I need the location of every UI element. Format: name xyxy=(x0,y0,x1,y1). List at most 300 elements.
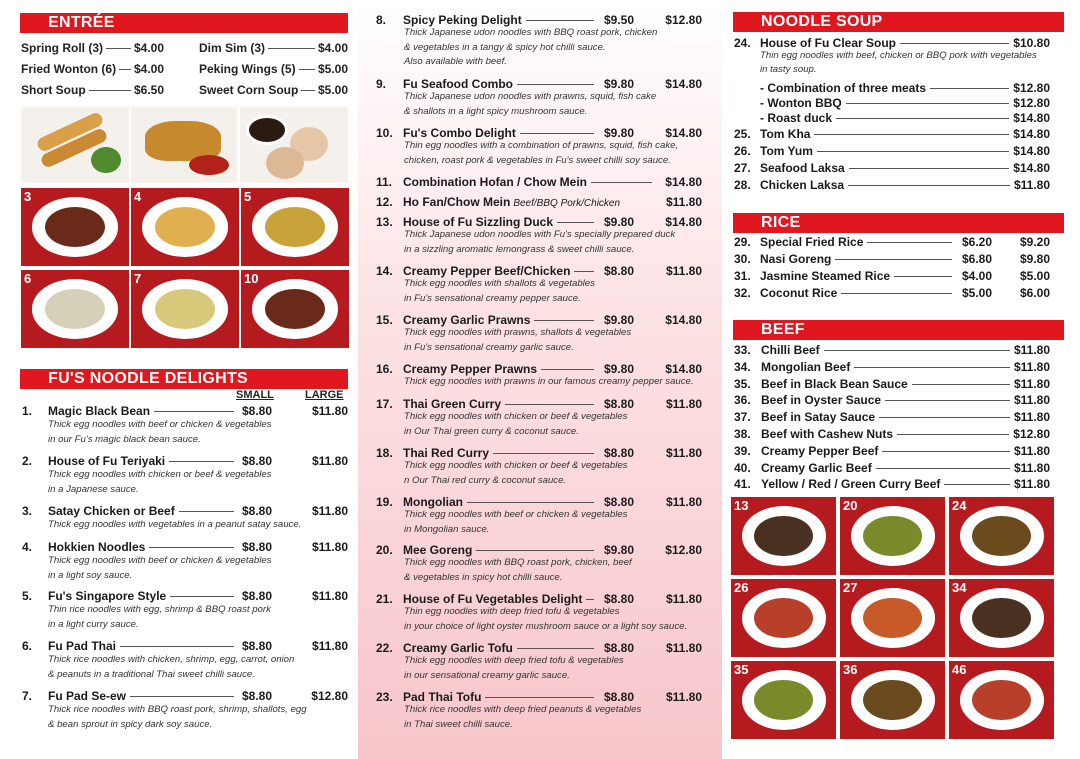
item-number: 32. xyxy=(734,286,751,300)
menu-item xyxy=(734,269,1050,283)
dot-leader xyxy=(930,88,1009,89)
menu-item xyxy=(376,264,702,278)
item-number: 1. xyxy=(22,404,33,418)
item-number: 3. xyxy=(22,504,33,518)
menu-item xyxy=(22,639,348,653)
middle-panel xyxy=(358,0,722,759)
item-name: House of Fu Teriyaki xyxy=(48,454,166,468)
large-price: $6.00 xyxy=(1019,286,1050,300)
food-shape xyxy=(863,598,922,639)
food-shape xyxy=(754,598,813,639)
small-price: $4.00 xyxy=(961,269,992,283)
entree-item xyxy=(199,62,348,76)
food-shape xyxy=(155,207,215,248)
large-price: $5.00 xyxy=(1019,269,1050,283)
item-number: 19. xyxy=(376,495,393,509)
item-name: Fu Pad Thai xyxy=(48,639,117,653)
menu-item xyxy=(22,689,348,703)
entree-item-name: Short Soup xyxy=(21,83,86,97)
large-price: $11.80 xyxy=(665,641,702,655)
item-description: in a sizzling aromatic lemongrass & sweet chilli sauce. xyxy=(404,243,635,255)
small-price: $9.80 xyxy=(603,126,634,140)
dot-leader xyxy=(130,696,234,697)
item-description: in Fu's sensational creamy pepper sauce. xyxy=(404,292,581,304)
menu-item xyxy=(734,178,1050,192)
food-shape xyxy=(863,680,922,721)
food-shape xyxy=(972,516,1031,557)
large-price: $11.80 xyxy=(665,264,702,278)
item-number: 36. xyxy=(734,393,751,408)
entree-item xyxy=(21,62,164,76)
menu-item xyxy=(376,313,702,327)
item-name: Pad Thai Tofu xyxy=(403,690,482,704)
item-price: $11.80 xyxy=(1013,393,1050,408)
item-number: 17. xyxy=(376,397,393,411)
item-number: 7. xyxy=(22,689,33,703)
item-name: Fu Pad Se-ew xyxy=(48,689,127,703)
item-description: Thick egg noodles with prawns in our famous creamy pepper sauce. xyxy=(404,376,694,387)
food-shape xyxy=(45,289,105,330)
item-number: 20. xyxy=(376,543,393,557)
item-number: 9. xyxy=(376,77,387,91)
menu-item xyxy=(376,77,702,91)
small-price: $8.80 xyxy=(603,264,634,278)
item-number: 26. xyxy=(734,144,751,158)
item-description: Thick rice noodles with chicken, shrimp, egg, carrot, onion xyxy=(48,654,295,665)
item-name: Creamy Pepper Prawns xyxy=(403,362,538,376)
item-name: - Roast duck xyxy=(760,111,833,125)
dot-leader xyxy=(517,648,594,649)
menu-item xyxy=(734,81,1050,95)
item-description: in tasty soup. xyxy=(760,64,817,75)
item-price: $11.80 xyxy=(1013,477,1050,492)
item-name: Coconut Rice xyxy=(760,286,838,300)
small-column-header: SMALL xyxy=(236,389,274,401)
entree-item-name: Dim Sim (3) xyxy=(199,41,266,55)
dish-photo xyxy=(21,188,129,266)
dot-leader xyxy=(89,90,131,91)
dish-photo xyxy=(21,270,129,348)
entree-item xyxy=(199,83,348,97)
dish-photo xyxy=(840,579,945,657)
dish-photo xyxy=(731,497,836,575)
item-number: 25. xyxy=(734,127,751,141)
noodle-banner: FU'S NOODLE DELIGHTS xyxy=(20,369,348,389)
dot-leader xyxy=(170,596,234,597)
entree-banner: ENTRÉE xyxy=(20,13,348,33)
menu-item xyxy=(734,393,1050,407)
item-number: 21. xyxy=(376,592,393,606)
dot-leader xyxy=(867,242,952,243)
item-name: Tom Kha xyxy=(760,127,811,141)
entree-item-price: $4.00 xyxy=(133,62,164,76)
item-number: 28. xyxy=(734,178,751,192)
item-description: & peanuts in a traditional Thai sweet chilli sauce. xyxy=(48,668,255,680)
item-name: Jasmine Steamed Rice xyxy=(760,269,891,283)
large-price: $11.80 xyxy=(311,454,348,468)
menu-item xyxy=(22,589,348,603)
item-number: 2. xyxy=(22,454,33,468)
item-price: $14.80 xyxy=(1013,111,1050,125)
large-price: $12.80 xyxy=(665,543,702,557)
dim-sim-photo xyxy=(240,107,348,183)
dot-leader xyxy=(154,411,234,412)
small-price: $9.80 xyxy=(603,313,634,327)
dot-leader xyxy=(526,20,594,21)
dot-leader xyxy=(848,185,1010,186)
entree-item-price: $6.50 xyxy=(133,83,164,97)
item-number: 35. xyxy=(734,376,751,391)
menu-item xyxy=(376,397,702,411)
small-price: $8.80 xyxy=(241,540,272,554)
small-price: $8.80 xyxy=(241,504,272,518)
item-name: Beef in Satay Sauce xyxy=(761,410,876,425)
dish-number: 24 xyxy=(952,498,967,513)
dot-leader xyxy=(846,103,1010,104)
item-price: $11.80 xyxy=(1013,410,1050,425)
item-price: $14.80 xyxy=(1013,144,1050,158)
item-number: 29. xyxy=(734,235,751,249)
item-variants: Beef/BBQ Pork/Chicken xyxy=(513,198,621,209)
food-shape xyxy=(45,207,105,248)
dish-number: 20 xyxy=(843,498,858,513)
menu-item xyxy=(734,252,1050,266)
large-price: $14.80 xyxy=(665,362,702,376)
item-number: 4. xyxy=(22,540,33,554)
item-number: 10. xyxy=(376,126,393,140)
item-description: & shallots in a light spicy mushroom sauce. xyxy=(404,105,588,117)
item-description: Also available with beef. xyxy=(404,56,507,67)
right-panel xyxy=(722,0,1080,759)
item-description: in your choice of light oyster mushroom sauce or a light soy sauce. xyxy=(404,620,688,632)
menu-item xyxy=(22,404,348,418)
large-price: $14.80 xyxy=(665,77,702,91)
dot-leader xyxy=(879,417,1010,418)
dish-photo xyxy=(731,661,836,739)
item-name: Hokkien Noodles xyxy=(48,540,146,554)
dot-leader xyxy=(268,48,315,49)
entree-item xyxy=(21,41,164,55)
dish-number: 36 xyxy=(843,662,858,677)
menu-item xyxy=(734,410,1050,424)
large-price: $9.20 xyxy=(1019,235,1050,249)
item-description: Thick egg noodles with chicken or beef & vegetables xyxy=(48,469,272,480)
dish-number: 7 xyxy=(134,271,142,286)
dot-leader xyxy=(900,43,1009,44)
large-price: $11.80 xyxy=(665,592,702,606)
large-price: $14.80 xyxy=(665,313,702,327)
item-name: Fu's Combo Delight xyxy=(403,126,516,140)
menu-item xyxy=(22,540,348,554)
item-description: Thick egg noodles with chicken or beef & vegetables xyxy=(404,411,628,422)
menu-item xyxy=(734,343,1050,357)
item-description: in a light soy sauce. xyxy=(48,569,133,581)
menu-item xyxy=(734,36,1050,50)
item-price: $11.80 xyxy=(1013,178,1050,192)
dish-number: 26 xyxy=(734,580,749,595)
menu-item xyxy=(376,175,702,189)
item-description: in our Fu's magic black bean sauce. xyxy=(48,433,201,445)
small-price: $8.80 xyxy=(241,404,272,418)
item-price: $12.80 xyxy=(1013,427,1050,441)
menu-item xyxy=(376,592,702,606)
small-price: $8.80 xyxy=(603,446,634,460)
menu-item xyxy=(376,495,702,509)
item-number: 6. xyxy=(22,639,33,653)
dot-leader xyxy=(517,84,594,85)
small-price: $9.80 xyxy=(603,362,634,376)
dot-leader xyxy=(835,259,952,260)
item-name: Creamy Garlic Beef xyxy=(761,460,872,475)
dish-photo xyxy=(131,188,239,266)
entree-item-name: Spring Roll (3) xyxy=(21,41,103,55)
item-description: & vegetables in a tangy & spicy hot chilli sauce. xyxy=(404,41,606,53)
dish-number: 13 xyxy=(734,498,749,513)
large-price: $11.80 xyxy=(311,404,348,418)
dot-leader xyxy=(574,271,594,272)
large-price: $11.80 xyxy=(311,639,348,653)
item-price: $11.80 xyxy=(1013,460,1050,475)
menu-item xyxy=(734,235,1050,249)
dot-leader xyxy=(912,384,1010,385)
item-name: Beef in Black Bean Sauce xyxy=(761,376,908,391)
small-price: $8.80 xyxy=(241,589,272,603)
item-name: Mongolian Beef xyxy=(761,359,851,374)
item-description: Thick egg noodles with deep fried tofu & vegetables xyxy=(404,655,624,666)
menu-item xyxy=(376,690,702,704)
item-price: $12.80 xyxy=(1013,96,1050,110)
item-name: Combination Hofan / Chow Mein xyxy=(403,175,587,189)
food-shape xyxy=(265,207,325,248)
item-number: 18. xyxy=(376,446,393,460)
item-description: Thick egg noodles with beef or chicken & vegetables xyxy=(48,419,272,430)
food-shape xyxy=(265,289,325,330)
dish-photo xyxy=(840,661,945,739)
dish-number: 5 xyxy=(244,189,252,204)
item-name: Thai Green Curry xyxy=(403,397,502,411)
entree-item-price: $5.00 xyxy=(317,62,348,76)
menu-item xyxy=(734,461,1050,475)
item-name: House of Fu Sizzling Duck xyxy=(403,215,554,229)
dish-number: 4 xyxy=(134,189,142,204)
left-panel xyxy=(0,0,358,759)
item-description: Thick Japanese udon noodles with Fu's specially prepared duck xyxy=(404,229,676,240)
dot-leader xyxy=(817,151,1009,152)
item-description: Thick egg noodles with BBQ roast pork, chicken, beef xyxy=(404,557,632,568)
item-description: Thin egg noodles with beef, chicken or BBQ pork with vegetables xyxy=(760,50,1037,61)
small-price: $8.80 xyxy=(241,689,272,703)
item-description: Thin rice noodles with egg, shrimp & BBQ roast pork xyxy=(48,604,271,615)
item-name: Satay Chicken or Beef xyxy=(48,504,175,518)
small-price: $8.80 xyxy=(603,592,634,606)
dot-leader xyxy=(836,118,1009,119)
dish-photo xyxy=(731,579,836,657)
large-price: $11.80 xyxy=(665,495,702,509)
dish-number: 35 xyxy=(734,662,749,677)
item-description: in a Japanese sauce. xyxy=(48,483,139,495)
dot-leader xyxy=(885,400,1010,401)
menu-item xyxy=(734,444,1050,458)
dish-photo xyxy=(949,497,1054,575)
large-price: $11.80 xyxy=(665,690,702,704)
item-price: $11.80 xyxy=(1013,343,1050,357)
menu-item xyxy=(376,13,702,27)
entree-item-name: Fried Wonton (6) xyxy=(21,62,117,76)
dish-number: 46 xyxy=(952,662,967,677)
menu-item xyxy=(376,543,702,557)
menu-item xyxy=(734,96,1050,110)
dish-number: 10 xyxy=(244,271,259,286)
item-name: Creamy Pepper Beef/Chicken xyxy=(403,264,571,278)
dot-leader xyxy=(824,350,1010,351)
item-name: Creamy Garlic Prawns xyxy=(403,313,531,327)
dot-leader xyxy=(591,182,652,183)
item-name: Beef with Cashew Nuts xyxy=(761,427,894,441)
item-description: Thick rice noodles with BBQ roast pork, shrimp, shallots, egg xyxy=(48,704,307,715)
item-description: Thick Japanese udon noodles with prawns, squid, fish cake xyxy=(404,91,657,102)
item-number: 23. xyxy=(376,690,393,704)
menu-item xyxy=(376,126,702,140)
food-shape xyxy=(155,289,215,330)
large-price: $11.80 xyxy=(665,397,702,411)
large-price: $12.80 xyxy=(665,13,702,27)
item-description: Thick egg noodles with beef or chicken & vegetables xyxy=(404,509,628,520)
item-description: in a light curry sauce. xyxy=(48,618,139,630)
entree-item-name: Sweet Corn Soup xyxy=(199,83,299,97)
menu-item xyxy=(734,111,1050,125)
large-price: $11.80 xyxy=(311,589,348,603)
food-shape xyxy=(972,598,1031,639)
item-description: in Mongolian sauce. xyxy=(404,523,490,535)
dot-leader xyxy=(876,468,1010,469)
large-price: $11.80 xyxy=(665,446,702,460)
small-price: $5.00 xyxy=(961,286,992,300)
large-price: $14.80 xyxy=(665,175,702,189)
rice-banner: RICE xyxy=(733,213,1064,233)
item-name: Mee Goreng xyxy=(403,543,473,557)
menu-item xyxy=(734,127,1050,141)
entree-item-name: Peking Wings (5) xyxy=(199,62,296,76)
dot-leader xyxy=(841,293,952,294)
item-number: 41. xyxy=(734,477,751,492)
item-number: 11. xyxy=(376,175,393,189)
dish-number: 6 xyxy=(24,271,32,286)
menu-item xyxy=(734,286,1050,300)
small-price: $6.20 xyxy=(961,235,992,249)
item-description: in Thai sweet chilli sauce. xyxy=(404,718,513,730)
dot-leader xyxy=(854,367,1010,368)
item-name: Tom Yum xyxy=(760,144,813,158)
item-price: $14.80 xyxy=(1013,127,1050,141)
food-shape xyxy=(754,516,813,557)
item-description: Thin egg noodles with a combination of prawns, squid, fish cake, xyxy=(404,140,679,151)
dot-leader xyxy=(179,511,234,512)
small-price: $8.80 xyxy=(603,495,634,509)
dish-photo xyxy=(949,661,1054,739)
small-price: $9.80 xyxy=(603,543,634,557)
item-name: Nasi Goreng xyxy=(760,252,832,266)
item-description: Thick rice noodles with deep fried peanuts & vegetables xyxy=(404,704,642,715)
item-name: Creamy Garlic Tofu xyxy=(403,641,513,655)
item-number: 40. xyxy=(734,460,751,475)
dot-leader xyxy=(493,453,594,454)
item-number: 24. xyxy=(734,36,751,50)
dish-number: 3 xyxy=(24,189,32,204)
item-description: & vegetables in spicy hot chilli sauce. xyxy=(404,571,563,583)
dot-leader xyxy=(894,276,952,277)
dot-leader xyxy=(301,90,315,91)
menu-item xyxy=(734,360,1050,374)
item-description: n Our Thai red curry & coconut sauce. xyxy=(404,474,567,486)
dish-number: 34 xyxy=(952,580,967,595)
food-shape xyxy=(972,680,1031,721)
item-number: 34. xyxy=(734,359,751,374)
menu-item xyxy=(376,362,702,376)
item-name: Thai Red Curry xyxy=(403,446,490,460)
item-description: Thick egg noodles with shallots & vegetables xyxy=(404,278,595,289)
dot-leader xyxy=(586,599,594,600)
large-column-header: LARGE xyxy=(305,389,344,401)
item-price: $11.80 xyxy=(1013,376,1050,391)
dot-leader xyxy=(534,320,594,321)
food-shape xyxy=(754,680,813,721)
item-price: $12.80 xyxy=(1013,81,1050,95)
item-number: 30. xyxy=(734,252,751,266)
item-name: Magic Black Bean xyxy=(48,404,151,418)
dot-leader xyxy=(505,404,594,405)
dot-leader xyxy=(849,168,1010,169)
item-description: Thick egg noodles with vegetables in a peanut satay sauce. xyxy=(48,519,302,530)
entree-item-price: $5.00 xyxy=(317,83,348,97)
entree-item-price: $4.00 xyxy=(317,41,348,55)
item-description: Thick Japanese udon noodles with BBQ roast pork, chicken xyxy=(404,27,658,38)
noodle-soup-banner: NOODLE SOUP xyxy=(733,12,1064,32)
dot-leader xyxy=(814,134,1009,135)
item-number: 37. xyxy=(734,410,751,425)
item-price: $10.80 xyxy=(1013,36,1050,50)
menu-item xyxy=(22,504,348,518)
dish-number: 27 xyxy=(843,580,858,595)
item-name: Special Fried Rice xyxy=(760,235,864,249)
small-price: $9.50 xyxy=(603,13,634,27)
dot-leader xyxy=(120,646,234,647)
item-number: 33. xyxy=(734,343,751,357)
item-number: 5. xyxy=(22,589,33,603)
small-price: $9.80 xyxy=(603,215,634,229)
large-price: $14.80 xyxy=(665,126,702,140)
item-number: 38. xyxy=(734,427,751,441)
large-price: $14.80 xyxy=(665,215,702,229)
menu-item xyxy=(376,446,702,460)
item-name: Seafood Laksa xyxy=(760,161,845,175)
item-number: 22. xyxy=(376,641,393,655)
item-name: Beef in Oyster Sauce xyxy=(761,393,882,408)
item-description: in our sensational creamy garlic sauce. xyxy=(404,669,570,681)
entree-item-price: $4.00 xyxy=(133,41,164,55)
spring-roll-photo xyxy=(21,107,129,183)
small-price: $8.80 xyxy=(603,397,634,411)
large-price: $12.80 xyxy=(311,689,348,703)
item-price: $14.80 xyxy=(1013,161,1050,175)
dot-leader xyxy=(485,697,594,698)
large-price: $11.80 xyxy=(311,504,348,518)
dot-leader xyxy=(149,547,234,548)
item-description: Thick egg noodles with prawns, shallots & vegetables xyxy=(404,327,632,338)
dish-photo xyxy=(949,579,1054,657)
dot-leader xyxy=(299,69,315,70)
menu-item xyxy=(376,641,702,655)
small-price: $6.80 xyxy=(961,252,992,266)
